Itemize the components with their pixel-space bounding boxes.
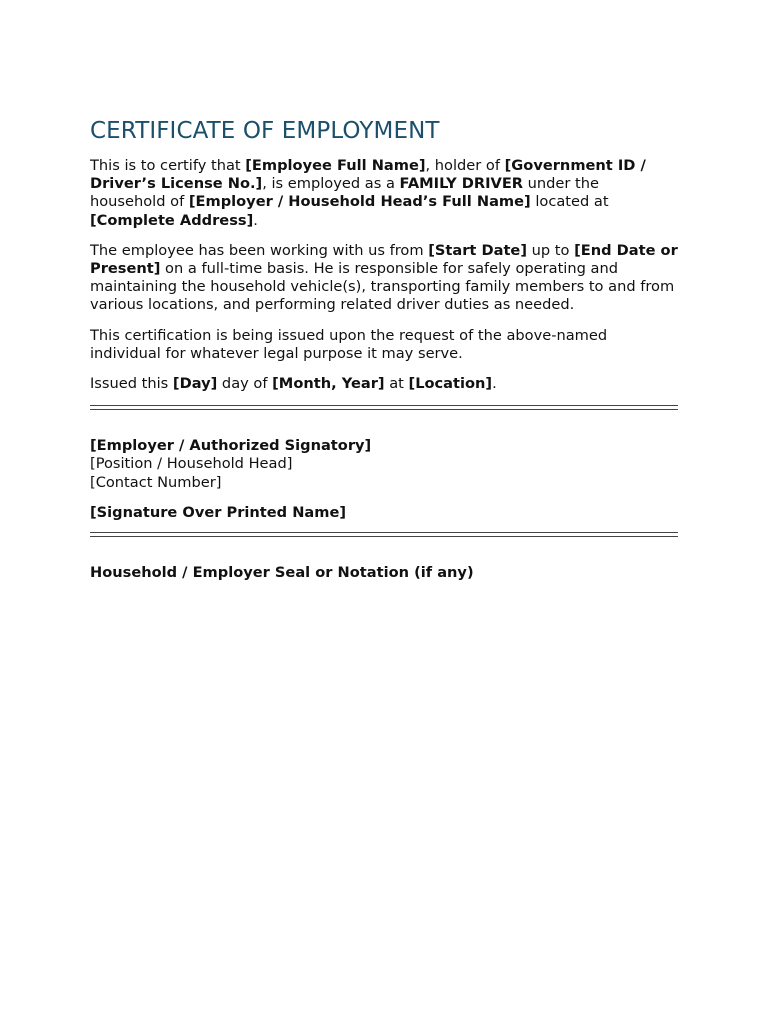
issued-paragraph: [90, 375, 678, 393]
certification-paragraph: [90, 157, 678, 230]
text-run: at: [384, 375, 409, 393]
text-run: , is employed as a: [262, 175, 400, 193]
text-run: day of: [217, 375, 273, 393]
text-run: The employee has been working with us from: [90, 241, 429, 259]
text-run: Issued this: [90, 375, 173, 393]
text-run: .: [492, 375, 497, 393]
signatory-name: [Employer / Authorized Signatory]: [90, 437, 372, 455]
document-title: CERTIFICATE OF EMPLOYMENT: [90, 118, 440, 144]
text-run: This is to certify that: [90, 157, 246, 174]
purpose-paragraph: [90, 327, 678, 363]
text-run: located at: [530, 193, 609, 211]
text-run: , holder of: [425, 157, 505, 174]
seal-notation-label: Household / Employer Seal or Notation (if any): [90, 564, 474, 582]
bold-text-run: [Location]: [408, 375, 493, 393]
bold-text-run: [Employee Full Name]: [245, 157, 426, 174]
text-run: under the household of: [90, 175, 599, 211]
divider-rule: [90, 532, 678, 537]
bold-text-run: [Month, Year]: [272, 375, 385, 393]
signatory-position: [Position / Household Head]: [90, 455, 293, 473]
bold-text-run: [End Date or Present]: [90, 241, 678, 278]
text-run: This certification is being issued upon the request of the above-named individual for whatever legal purpose it may serve.: [90, 326, 608, 362]
signatory-contact: [Contact Number]: [90, 473, 222, 491]
text-run: on a full-time basis. He is responsible for safely operating and maintaining the household vehicle(s), transporting family members to and from various locations, and performing related driver duties as needed.: [90, 260, 675, 314]
text-run: up to: [526, 241, 575, 259]
bold-text-run: FAMILY DRIVER: [399, 175, 524, 193]
signature-line-label: [Signature Over Printed Name]: [90, 503, 347, 521]
bold-text-run: [Start Date]: [428, 241, 527, 259]
signatory-block: [90, 437, 678, 492]
employment-details-paragraph: [90, 242, 678, 315]
bold-text-run: [Government ID / Driver’s License No.]: [90, 157, 646, 193]
text-run: .: [253, 211, 258, 229]
bold-text-run: [Day]: [172, 375, 218, 393]
bold-text-run: [Complete Address]: [90, 211, 254, 229]
divider-rule: [90, 405, 678, 410]
bold-text-run: [Employer / Household Head’s Full Name]: [188, 193, 531, 211]
